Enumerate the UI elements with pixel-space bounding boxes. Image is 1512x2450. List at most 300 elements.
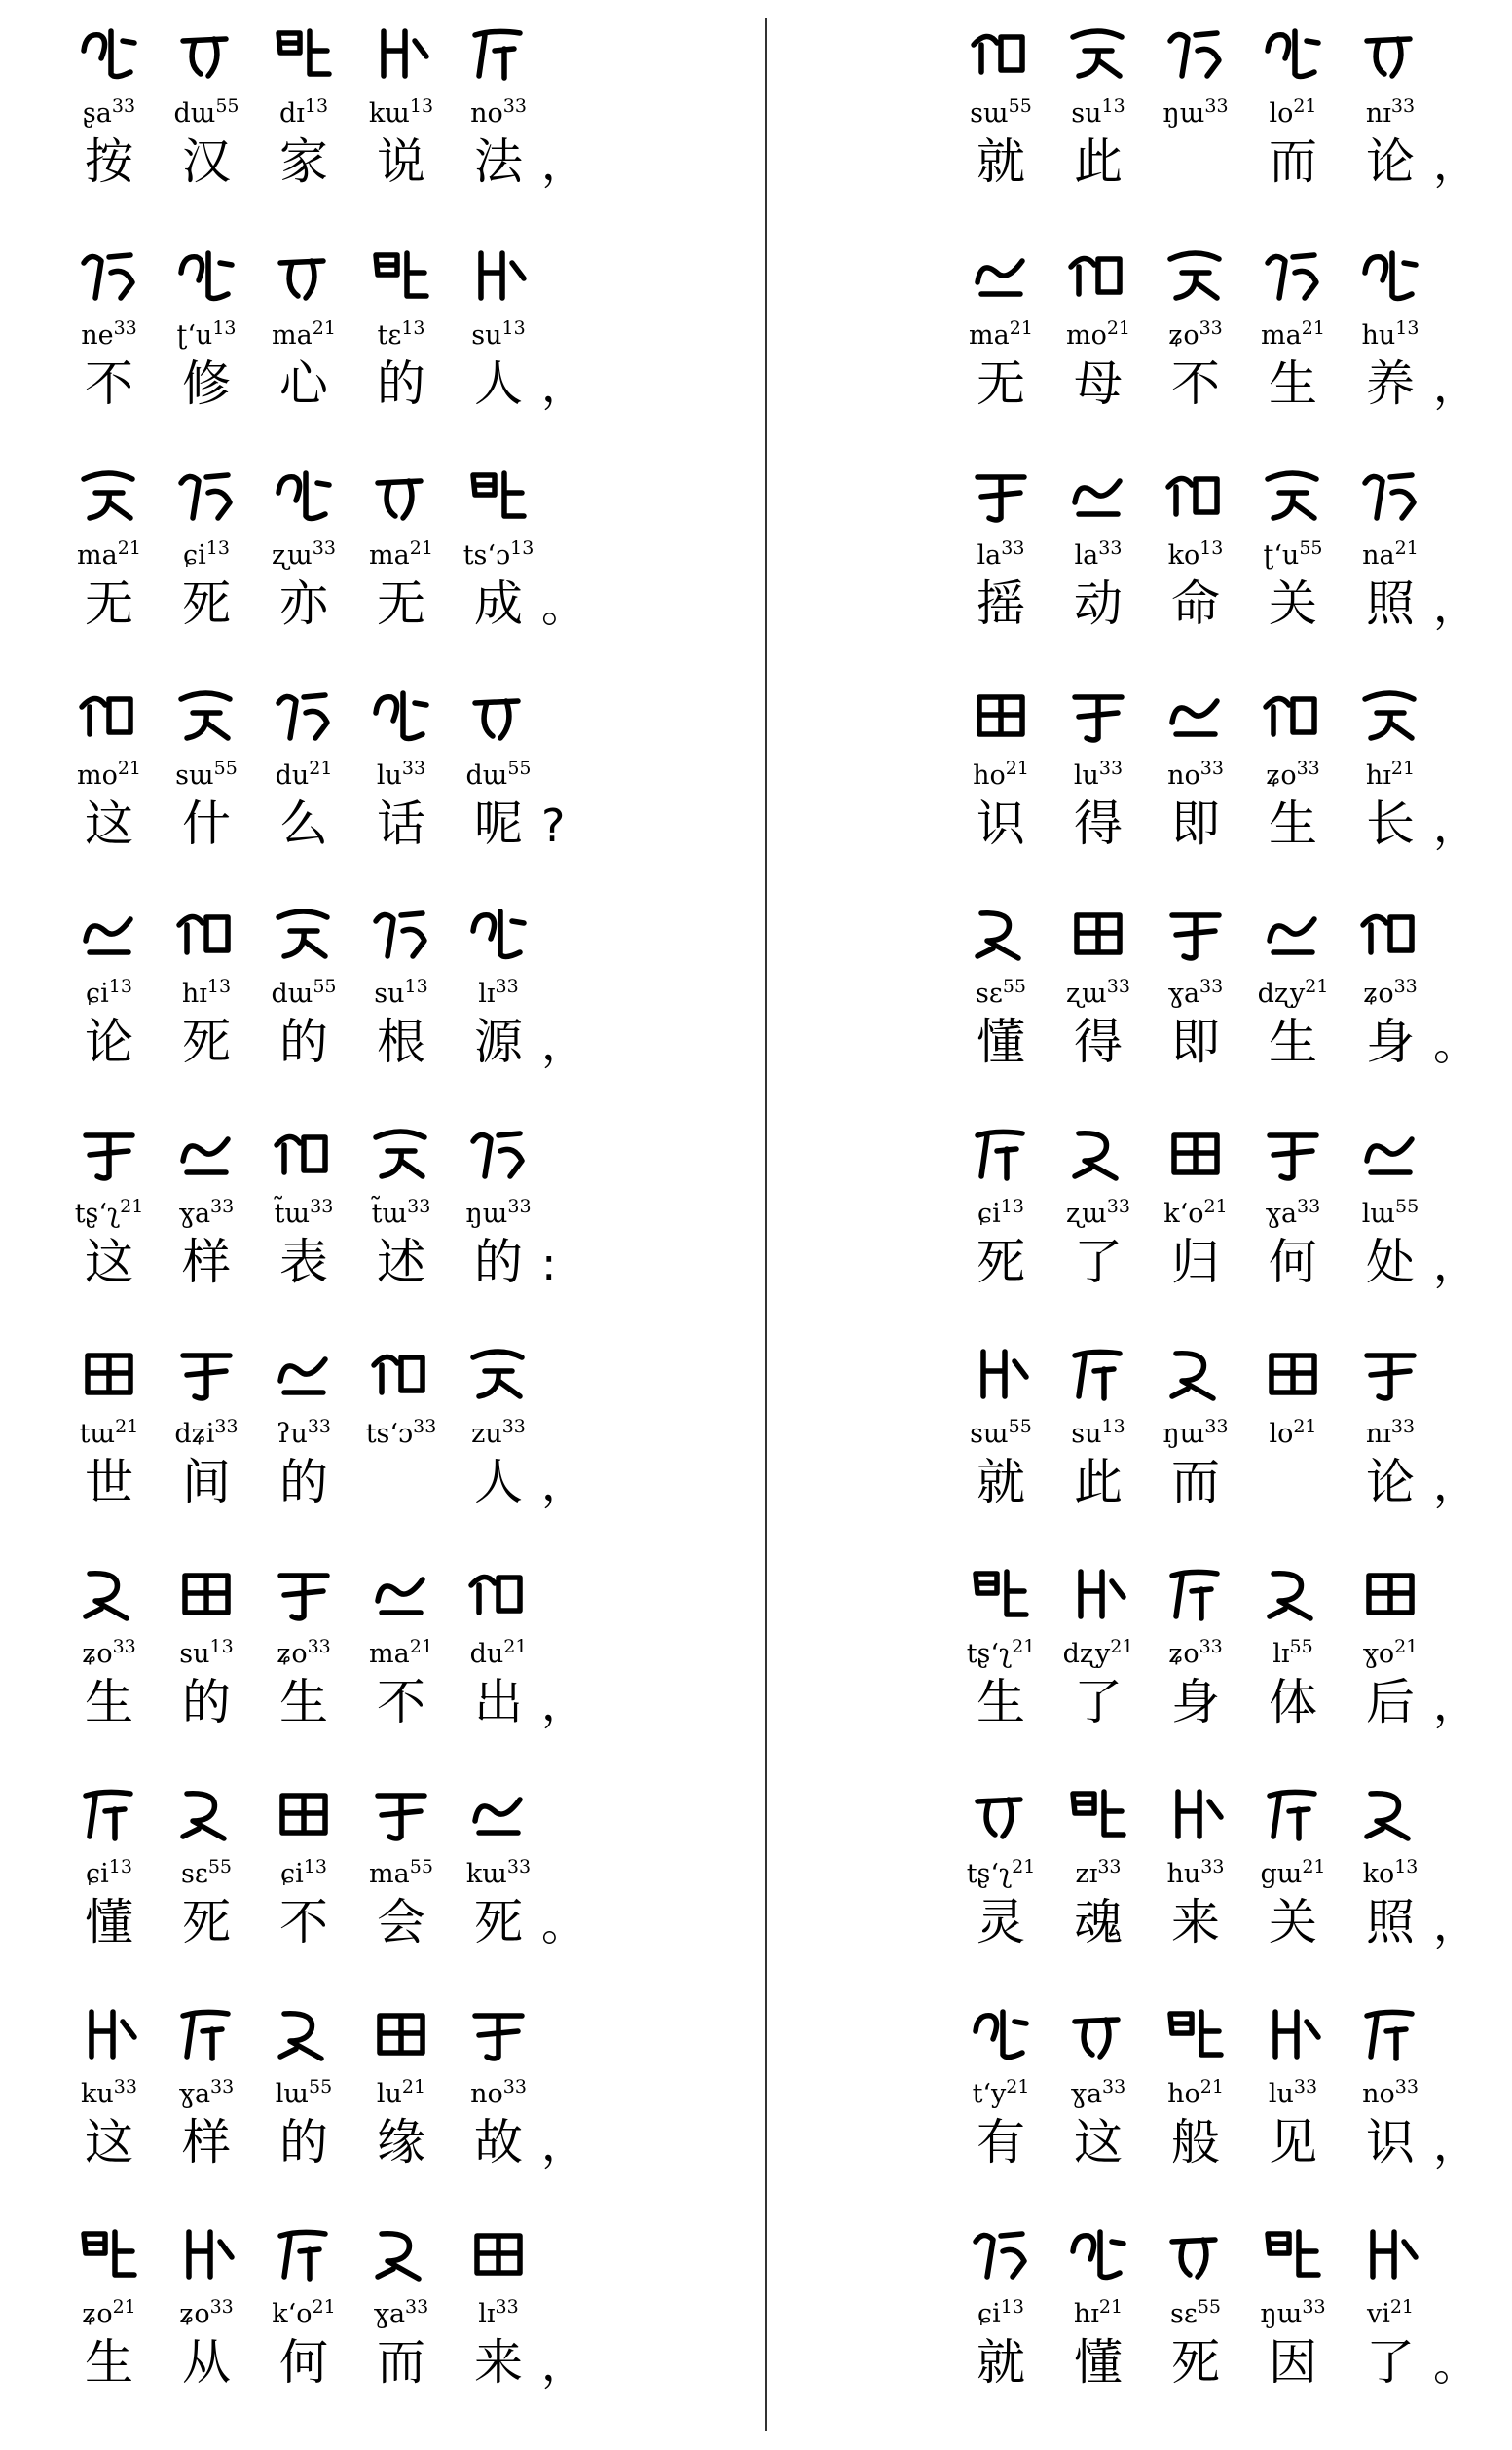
verse-line bbox=[972, 1112, 1478, 1338]
pictograph bbox=[1139, 12, 1252, 84]
ipa-syllable: ɕi bbox=[183, 540, 206, 571]
ipa-syllable: lo bbox=[1269, 98, 1294, 129]
pictograph bbox=[1042, 892, 1155, 964]
pictograph bbox=[944, 12, 1057, 84]
tone-number: 33 bbox=[401, 758, 426, 779]
pictograph-glyph-icon bbox=[465, 684, 532, 746]
syllable-block bbox=[247, 2212, 360, 2392]
ipa-syllable: hu bbox=[1166, 1859, 1201, 1889]
ipa-transcription bbox=[1236, 978, 1349, 1011]
pictograph bbox=[944, 1772, 1057, 1844]
tone-number: 21 bbox=[1006, 2076, 1030, 2097]
pictograph bbox=[944, 1332, 1057, 1404]
chinese-gloss: 就 bbox=[977, 1454, 1025, 1510]
ipa-syllable: dɯ bbox=[173, 98, 216, 129]
tone-number: 21 bbox=[1390, 758, 1416, 779]
pictograph bbox=[53, 892, 166, 964]
pictograph-glyph-icon bbox=[968, 243, 1034, 306]
pictograph-glyph-icon bbox=[271, 902, 337, 964]
chinese-gloss: 死 bbox=[977, 1234, 1025, 1290]
ipa-transcription bbox=[442, 1638, 555, 1671]
tone-number: 21 bbox=[1110, 1636, 1134, 1657]
pictograph bbox=[1139, 1772, 1252, 1844]
verse-line bbox=[80, 1332, 586, 1558]
pictograph bbox=[247, 234, 360, 306]
chinese-gloss: 此 bbox=[1074, 1454, 1123, 1510]
ipa-transcription bbox=[944, 1418, 1057, 1451]
pictograph bbox=[944, 892, 1057, 964]
syllable-block bbox=[1334, 674, 1447, 853]
ipa-syllable: ts‘ɔ bbox=[365, 1419, 414, 1449]
syllable-block bbox=[1334, 234, 1447, 413]
pictograph-glyph-icon bbox=[76, 1782, 142, 1844]
syllable-block bbox=[345, 1552, 458, 1731]
tone-number: 33 bbox=[112, 1636, 136, 1657]
chinese-gloss: 出 bbox=[474, 1674, 523, 1730]
chinese-gloss bbox=[1236, 1453, 1349, 1511]
syllable-block bbox=[1042, 1332, 1155, 1511]
pictograph bbox=[53, 454, 166, 526]
ipa-syllable: tʂ‘ʅ bbox=[74, 1199, 121, 1229]
tone-number: 13 bbox=[1000, 1196, 1024, 1217]
pictograph-glyph-icon bbox=[1065, 21, 1131, 84]
ipa-transcription bbox=[944, 2078, 1057, 2111]
chinese-gloss: 身 bbox=[1171, 1674, 1220, 1730]
pictograph-glyph-icon bbox=[271, 243, 337, 306]
tone-number: 13 bbox=[206, 976, 232, 997]
pictograph-glyph-icon bbox=[1357, 21, 1423, 84]
verse-line bbox=[80, 1992, 586, 2218]
pictograph bbox=[53, 12, 166, 84]
syllable-block bbox=[53, 1552, 166, 1731]
ipa-transcription bbox=[150, 1418, 263, 1451]
ipa-transcription bbox=[247, 1858, 360, 1891]
pictograph bbox=[1334, 12, 1447, 84]
ipa-syllable: dɪ bbox=[278, 98, 305, 129]
chinese-gloss: 死 bbox=[182, 1894, 231, 1950]
pictograph bbox=[1042, 454, 1155, 526]
pictograph-glyph-icon bbox=[1065, 2222, 1131, 2284]
ipa-syllable: no bbox=[1167, 761, 1200, 791]
ipa-syllable: ne bbox=[81, 320, 114, 351]
tone-number: 13 bbox=[404, 976, 428, 997]
pictograph bbox=[247, 1772, 360, 1844]
ipa-syllable: lu bbox=[1268, 2079, 1294, 2109]
ipa-transcription bbox=[1139, 1858, 1252, 1891]
tone-number: 21 bbox=[401, 2076, 426, 2097]
pictograph bbox=[1334, 1992, 1447, 2064]
tone-number: 33 bbox=[506, 1856, 532, 1877]
chinese-gloss: 人 bbox=[474, 355, 523, 412]
ipa-syllable: hɪ bbox=[1365, 761, 1391, 791]
ipa-transcription bbox=[1236, 1858, 1349, 1891]
chinese-gloss: 照 bbox=[1366, 575, 1415, 632]
syllable-block bbox=[150, 892, 263, 1071]
ipa-syllable: sɛ bbox=[180, 1859, 208, 1889]
pictograph bbox=[944, 1112, 1057, 1184]
pictograph-glyph-icon bbox=[1357, 1782, 1423, 1844]
ipa-transcription bbox=[53, 978, 166, 1011]
syllable-block bbox=[247, 1992, 360, 2172]
punctuation: ， bbox=[541, 1678, 586, 1730]
tone-number: 21 bbox=[1394, 1636, 1419, 1657]
chinese-gloss: 动 bbox=[1074, 575, 1123, 632]
tone-number: 21 bbox=[1293, 95, 1317, 117]
pictograph bbox=[345, 234, 458, 306]
chinese-gloss: 论 bbox=[1366, 133, 1415, 190]
pictograph bbox=[1236, 1772, 1349, 1844]
syllable-block bbox=[150, 1772, 263, 1951]
ipa-transcription bbox=[442, 2298, 555, 2331]
ipa-syllable: ɣo bbox=[1362, 1639, 1395, 1669]
pictograph bbox=[345, 2212, 458, 2284]
syllable-block bbox=[1236, 454, 1349, 633]
punctuation: ， bbox=[1433, 1678, 1478, 1730]
pictograph bbox=[345, 1112, 458, 1184]
syllable-block bbox=[345, 892, 458, 1071]
pictograph-glyph-icon bbox=[968, 902, 1034, 964]
tone-number: 21 bbox=[1389, 2296, 1415, 2318]
pictograph bbox=[1236, 234, 1349, 306]
ipa-transcription bbox=[53, 2298, 166, 2331]
chinese-gloss bbox=[345, 1453, 458, 1511]
pictograph bbox=[53, 1332, 166, 1404]
tone-number: 33 bbox=[1204, 1416, 1229, 1437]
ipa-syllable: lɪ bbox=[478, 979, 496, 1009]
tone-number: 21 bbox=[1012, 1856, 1036, 1877]
tone-number: 33 bbox=[113, 317, 137, 339]
chinese-gloss: 么 bbox=[279, 796, 328, 852]
ipa-syllable: no bbox=[470, 2079, 503, 2109]
syllable-block bbox=[1334, 1332, 1447, 1511]
syllable-block bbox=[442, 1112, 555, 1291]
punctuation: : bbox=[541, 1238, 557, 1290]
syllable-block bbox=[1139, 674, 1252, 853]
pictograph-glyph-icon bbox=[465, 1562, 532, 1624]
ipa-transcription bbox=[944, 2298, 1057, 2331]
pictograph bbox=[442, 12, 555, 84]
ipa-syllable: tʂ‘ʅ bbox=[966, 1639, 1013, 1669]
ipa-transcription bbox=[1236, 97, 1349, 130]
chinese-gloss: 源 bbox=[474, 1014, 523, 1070]
ipa-syllable: tɛ bbox=[377, 320, 402, 351]
pictograph-glyph-icon bbox=[1357, 2002, 1423, 2064]
ipa-syllable: sɛ bbox=[975, 979, 1003, 1009]
ipa-syllable: nɪ bbox=[1365, 1419, 1391, 1449]
pictograph bbox=[1334, 674, 1447, 746]
pictograph bbox=[442, 1992, 555, 2064]
pictograph-glyph-icon bbox=[968, 464, 1034, 526]
tone-number: 55 bbox=[1299, 538, 1323, 559]
pictograph bbox=[1334, 1332, 1447, 1404]
pictograph bbox=[53, 1992, 166, 2064]
chinese-gloss: 不 bbox=[1171, 355, 1220, 412]
pictograph bbox=[1334, 1112, 1447, 1184]
chinese-gloss: 关 bbox=[1269, 1894, 1317, 1950]
pictograph-glyph-icon bbox=[1162, 1122, 1229, 1184]
chinese-gloss: 见 bbox=[1269, 2114, 1317, 2171]
pictograph bbox=[442, 1772, 555, 1844]
pictograph bbox=[442, 1332, 555, 1404]
ipa-transcription bbox=[247, 319, 360, 353]
syllable-block bbox=[442, 1772, 555, 1951]
ipa-syllable: vi bbox=[1366, 2299, 1390, 2329]
chinese-gloss: 世 bbox=[85, 1454, 133, 1510]
tone-number: 13 bbox=[501, 317, 526, 339]
syllable-block bbox=[442, 1332, 555, 1511]
ipa-syllable: ʐɯ bbox=[1066, 979, 1107, 1009]
pictograph bbox=[1139, 2212, 1252, 2284]
ipa-transcription bbox=[1334, 2298, 1447, 2331]
pictograph-glyph-icon bbox=[1065, 1342, 1131, 1404]
syllable-block bbox=[53, 12, 166, 191]
tone-number: 33 bbox=[413, 1416, 437, 1437]
pictograph bbox=[1236, 674, 1349, 746]
syllable-block bbox=[1236, 1552, 1349, 1731]
pictograph-glyph-icon bbox=[271, 1562, 337, 1624]
ipa-transcription bbox=[1139, 1638, 1252, 1671]
tone-number: 13 bbox=[212, 317, 237, 339]
ipa-syllable: ɣa bbox=[178, 1199, 211, 1229]
ipa-transcription bbox=[1042, 1418, 1155, 1451]
tone-number: 33 bbox=[1302, 2296, 1326, 2318]
ipa-transcription bbox=[247, 1418, 360, 1451]
ipa-syllable: lu bbox=[1073, 761, 1099, 791]
punctuation: ， bbox=[1433, 1898, 1478, 1950]
syllable-block bbox=[944, 454, 1057, 633]
ipa-syllable: mo bbox=[1065, 320, 1107, 351]
chinese-gloss: 人 bbox=[474, 1454, 523, 1510]
chinese-gloss: 长 bbox=[1366, 796, 1415, 852]
chinese-gloss: 这 bbox=[1074, 2114, 1123, 2171]
syllable-block bbox=[944, 1992, 1057, 2172]
ipa-transcription bbox=[442, 319, 555, 353]
tone-number: 33 bbox=[1098, 538, 1123, 559]
ipa-transcription bbox=[442, 97, 555, 130]
ipa-syllable: ʂa bbox=[82, 98, 112, 129]
pictograph bbox=[247, 1112, 360, 1184]
ipa-transcription bbox=[944, 319, 1057, 353]
ipa-transcription bbox=[944, 539, 1057, 573]
syllable-block bbox=[1236, 2212, 1349, 2392]
syllable-block bbox=[442, 1552, 555, 1731]
ipa-transcription bbox=[53, 1638, 166, 1671]
pictograph-glyph-icon bbox=[1162, 1782, 1229, 1844]
tone-number: 55 bbox=[207, 1856, 233, 1877]
ipa-syllable: du bbox=[469, 1639, 504, 1669]
pictograph bbox=[1236, 454, 1349, 526]
syllable-block bbox=[53, 1992, 166, 2172]
pictograph-glyph-icon bbox=[76, 1342, 142, 1404]
pictograph bbox=[150, 234, 263, 306]
tone-number: 33 bbox=[405, 2296, 429, 2318]
chinese-gloss: 家 bbox=[279, 133, 328, 190]
pictograph bbox=[1236, 12, 1349, 84]
ipa-transcription bbox=[1334, 1858, 1447, 1891]
syllable-block bbox=[247, 1772, 360, 1951]
ipa-syllable: ʑo bbox=[179, 2299, 210, 2329]
pictograph bbox=[247, 1992, 360, 2064]
chinese-gloss: 即 bbox=[1171, 1014, 1220, 1070]
chinese-gloss: 无 bbox=[85, 575, 133, 632]
syllable-block bbox=[345, 1112, 458, 1291]
tone-number: 21 bbox=[1301, 317, 1325, 339]
tone-number: 55 bbox=[507, 758, 532, 779]
tone-number: 55 bbox=[313, 976, 337, 997]
ipa-transcription bbox=[150, 97, 263, 130]
pictograph-glyph-icon bbox=[368, 243, 434, 306]
ipa-transcription bbox=[944, 978, 1057, 1011]
ipa-syllable: ho bbox=[973, 761, 1006, 791]
syllable-block bbox=[1236, 674, 1349, 853]
ipa-transcription bbox=[1236, 539, 1349, 573]
ipa-syllable: tʂ‘ʅ bbox=[966, 1859, 1013, 1889]
ipa-transcription bbox=[150, 2298, 263, 2331]
pictograph bbox=[1139, 892, 1252, 964]
tone-number: 33 bbox=[407, 1196, 431, 1217]
chinese-gloss: 样 bbox=[182, 2114, 231, 2171]
pictograph-glyph-icon bbox=[173, 2222, 240, 2284]
ipa-transcription bbox=[150, 2078, 263, 2111]
ipa-syllable: ts‘ɔ bbox=[462, 540, 511, 571]
pictograph bbox=[1042, 674, 1155, 746]
punctuation: 。 bbox=[541, 1898, 586, 1950]
pictograph-glyph-icon bbox=[173, 21, 240, 84]
pictograph bbox=[1042, 1112, 1155, 1184]
verse-line bbox=[80, 2212, 586, 2438]
ipa-transcription bbox=[1042, 97, 1155, 130]
ipa-transcription bbox=[1042, 1198, 1155, 1231]
tone-number: 33 bbox=[1001, 538, 1025, 559]
pictograph-glyph-icon bbox=[76, 21, 142, 84]
syllable-block bbox=[1042, 2212, 1155, 2392]
chinese-gloss: 归 bbox=[1171, 1234, 1220, 1290]
ipa-syllable: hu bbox=[1361, 320, 1396, 351]
syllable-block bbox=[1139, 1552, 1252, 1731]
syllable-block bbox=[53, 2212, 166, 2392]
syllable-block bbox=[345, 1992, 458, 2172]
chinese-gloss: 而 bbox=[377, 2334, 425, 2391]
tone-number: 21 bbox=[1009, 317, 1033, 339]
pictograph bbox=[345, 1332, 458, 1404]
ipa-syllable: ɕi bbox=[280, 1859, 304, 1889]
pictograph bbox=[1334, 2212, 1447, 2284]
ipa-transcription bbox=[150, 978, 263, 1011]
ipa-transcription bbox=[1334, 319, 1447, 353]
ipa-transcription bbox=[1042, 2078, 1155, 2111]
ipa-syllable: gɯ bbox=[1260, 1859, 1303, 1889]
ipa-transcription bbox=[1139, 97, 1252, 130]
ipa-syllable: dʐy bbox=[1062, 1639, 1111, 1669]
ipa-syllable: ʐɯ bbox=[272, 540, 313, 571]
ipa-syllable: ŋɯ bbox=[1162, 98, 1205, 129]
ipa-syllable: nɪ bbox=[1365, 98, 1391, 129]
ipa-syllable: su bbox=[374, 979, 405, 1009]
chinese-gloss: 故 bbox=[474, 2114, 523, 2171]
pictograph bbox=[150, 12, 263, 84]
syllable-block bbox=[1139, 1332, 1252, 1511]
pictograph-glyph-icon bbox=[1357, 1122, 1423, 1184]
pictograph-glyph-icon bbox=[368, 684, 434, 746]
pictograph-glyph-icon bbox=[368, 2222, 434, 2284]
ipa-syllable: zɪ bbox=[1075, 1859, 1098, 1889]
ipa-transcription bbox=[247, 2298, 360, 2331]
ipa-transcription bbox=[1042, 978, 1155, 1011]
pictograph-glyph-icon bbox=[1065, 1562, 1131, 1624]
chinese-gloss: 摇 bbox=[977, 575, 1025, 632]
syllable-block bbox=[247, 1332, 360, 1511]
ipa-syllable: ɣa bbox=[1167, 979, 1200, 1009]
ipa-syllable: t‘y bbox=[972, 2079, 1007, 2109]
syllable-block bbox=[944, 674, 1057, 853]
chinese-gloss bbox=[1139, 132, 1252, 191]
pictograph-glyph-icon bbox=[173, 1562, 240, 1624]
chinese-gloss: 就 bbox=[977, 133, 1025, 190]
pictograph-glyph-icon bbox=[968, 2002, 1034, 2064]
pictograph bbox=[1236, 1552, 1349, 1624]
pictograph bbox=[1042, 234, 1155, 306]
chinese-gloss: 死 bbox=[182, 575, 231, 632]
syllable-block bbox=[944, 892, 1057, 1071]
ipa-syllable: kɯ bbox=[465, 1859, 507, 1889]
ipa-transcription bbox=[1236, 760, 1349, 793]
chinese-gloss: 法 bbox=[474, 133, 523, 190]
ipa-transcription bbox=[247, 1198, 360, 1231]
ipa-syllable: mo bbox=[76, 761, 118, 791]
ipa-syllable: la bbox=[1074, 540, 1099, 571]
pictograph bbox=[1042, 12, 1155, 84]
ipa-syllable: ɕi bbox=[86, 1859, 109, 1889]
syllable-block bbox=[150, 2212, 263, 2392]
ipa-syllable: sɛ bbox=[1169, 2299, 1198, 2329]
tone-number: 21 bbox=[120, 1196, 144, 1217]
chinese-gloss: 识 bbox=[1366, 2114, 1415, 2171]
ipa-transcription bbox=[1139, 1198, 1252, 1231]
ipa-syllable: sɯ bbox=[175, 761, 214, 791]
pictograph-glyph-icon bbox=[968, 1122, 1034, 1184]
chinese-gloss: 来 bbox=[1171, 1894, 1220, 1950]
ipa-syllable: ma bbox=[272, 320, 313, 351]
ipa-syllable: ʑo bbox=[277, 1639, 308, 1669]
syllable-block bbox=[150, 1332, 263, 1511]
chinese-gloss: 养 bbox=[1366, 355, 1415, 412]
pictograph-glyph-icon bbox=[1260, 1342, 1326, 1404]
chinese-gloss: 死 bbox=[1171, 2334, 1220, 2391]
syllable-block bbox=[944, 12, 1057, 191]
punctuation: ， bbox=[541, 1458, 586, 1510]
ipa-syllable: lu bbox=[376, 2079, 402, 2109]
tone-number: 21 bbox=[117, 758, 142, 779]
tone-number: 33 bbox=[307, 1416, 332, 1437]
syllable-block bbox=[1334, 12, 1447, 191]
chinese-gloss: 而 bbox=[1171, 1454, 1220, 1510]
chinese-gloss: 何 bbox=[279, 2334, 328, 2391]
tone-number: 21 bbox=[503, 1636, 528, 1657]
tone-number: 21 bbox=[1203, 1196, 1228, 1217]
ipa-syllable: dɯ bbox=[465, 761, 508, 791]
ipa-transcription bbox=[53, 760, 166, 793]
pictograph bbox=[150, 674, 263, 746]
pictograph-glyph-icon bbox=[76, 1562, 142, 1624]
ipa-transcription bbox=[944, 97, 1057, 130]
tone-number: 33 bbox=[1102, 2076, 1126, 2097]
punctuation: ， bbox=[1433, 2118, 1478, 2171]
pictograph-glyph-icon bbox=[173, 1782, 240, 1844]
chinese-gloss: 何 bbox=[1269, 1234, 1317, 1290]
chinese-gloss: 表 bbox=[279, 1234, 328, 1290]
tone-number: 33 bbox=[214, 1416, 239, 1437]
tone-number: 33 bbox=[502, 2076, 527, 2097]
